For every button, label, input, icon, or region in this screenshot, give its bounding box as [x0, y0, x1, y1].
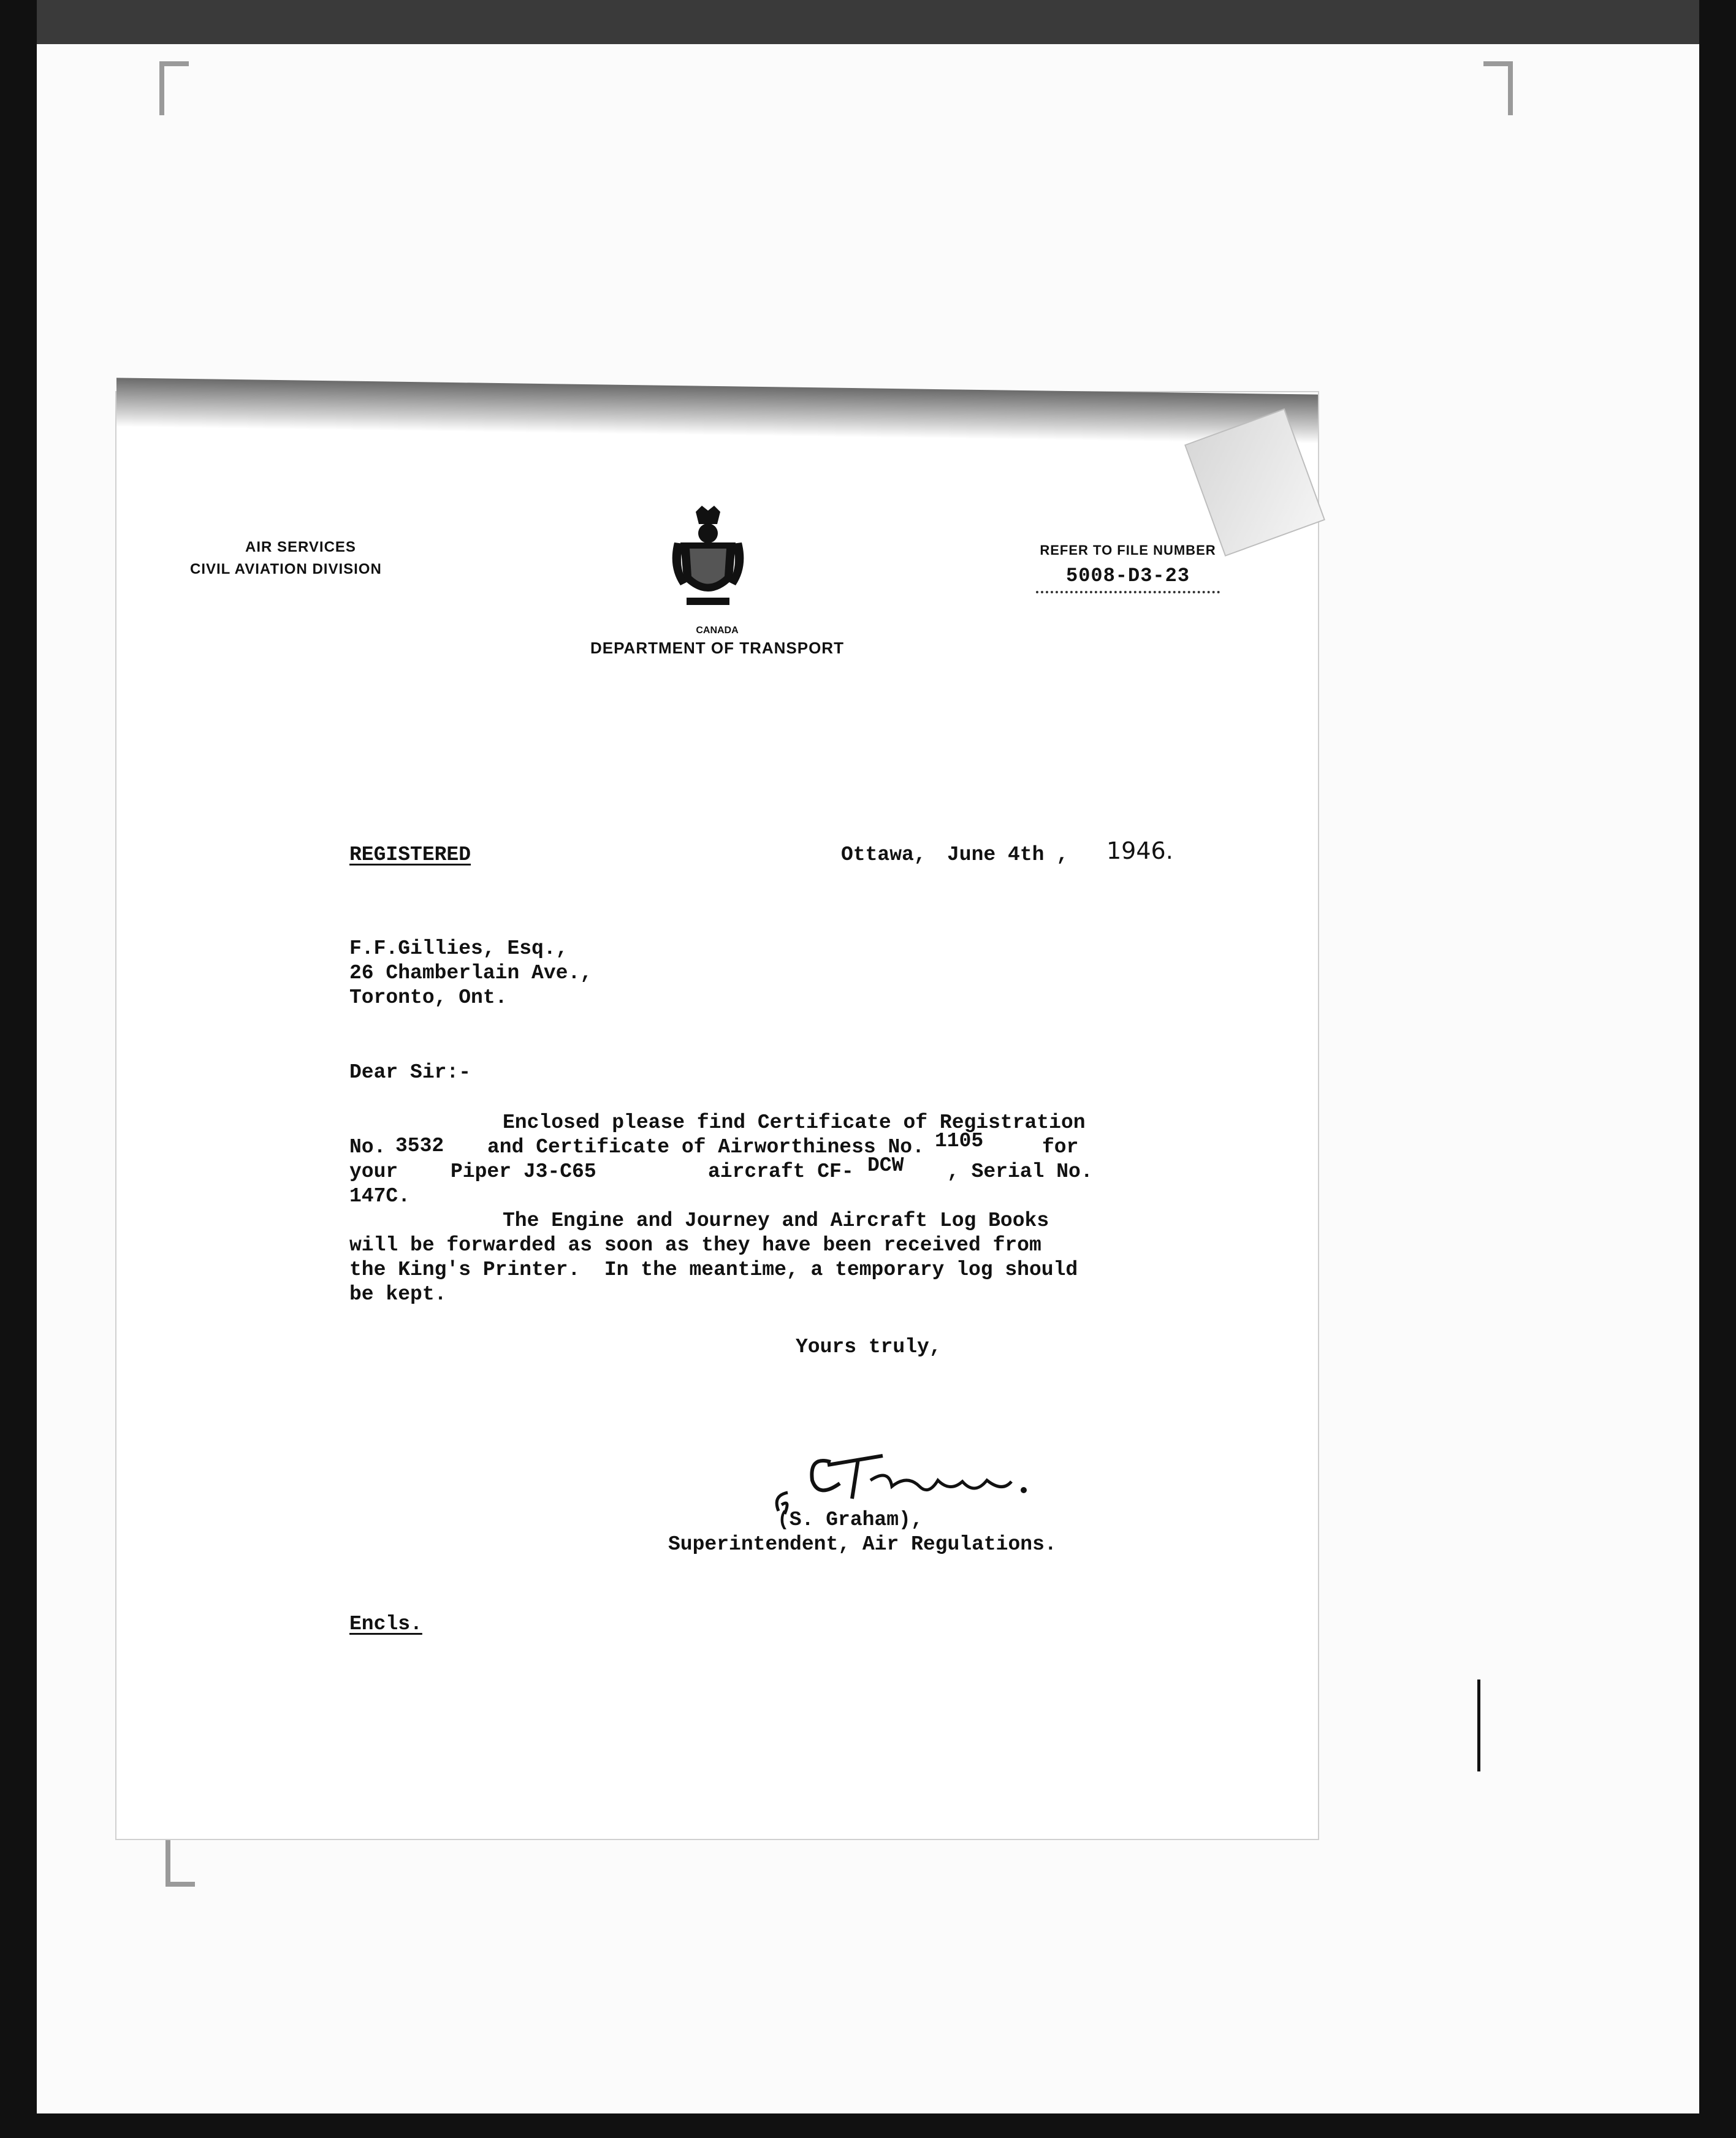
body-your: your — [349, 1160, 398, 1183]
film-frame-right — [1699, 0, 1736, 2138]
body-aircraft-label: aircraft CF- — [708, 1160, 854, 1183]
letterhead-air-services: AIR SERVICES — [245, 539, 356, 555]
airworthiness-number: 1105 — [935, 1130, 984, 1152]
body-para2-line4: be kept. — [349, 1283, 447, 1306]
aircraft-type: Piper J3-C65 — [451, 1160, 596, 1183]
file-number: 5008-D3-23 — [1036, 565, 1220, 593]
letterhead-division — [190, 536, 382, 580]
address-name: F.F.Gillies, Esq., — [349, 937, 568, 960]
crop-mark-bottom-left — [166, 1833, 195, 1887]
date-year: 1946. — [1106, 837, 1173, 864]
scan-mark — [1477, 1680, 1480, 1771]
date-place: Ottawa, — [841, 843, 926, 866]
body-line-1: Enclosed please find Certificate of Registration — [503, 1111, 1086, 1134]
registered-label: REGISTERED — [349, 843, 471, 866]
film-frame-top — [0, 0, 1736, 44]
body-for: for — [1042, 1136, 1079, 1158]
letterhead-country: CANADA — [696, 625, 739, 636]
closing: Yours truly, — [796, 1336, 942, 1358]
body-airworthiness-label: and Certificate of Airworthiness No. — [487, 1136, 924, 1158]
enclosures-label: Encls. — [349, 1613, 422, 1635]
film-frame-left — [0, 0, 37, 2138]
serial-number: 147C. — [349, 1185, 411, 1208]
salutation: Dear Sir:- — [349, 1061, 471, 1084]
body-serial-label: , Serial No. — [947, 1160, 1093, 1183]
crop-mark-top-right — [1483, 61, 1513, 115]
body-para2-line1: The Engine and Journey and Aircraft Log Books — [503, 1209, 1049, 1232]
registration-number: 3532 — [395, 1135, 444, 1157]
coat-of-arms-icon — [668, 506, 748, 616]
body-para2-line2: will be forwarded as soon as they have been received from — [349, 1234, 1041, 1257]
address-city: Toronto, Ont. — [349, 986, 508, 1009]
body-para2-line3: the King's Printer. In the meantime, a temporary log should — [349, 1258, 1078, 1281]
address-street: 26 Chamberlain Ave., — [349, 962, 593, 984]
aircraft-registration: DCW — [867, 1154, 904, 1177]
letterhead-civil-aviation: CIVIL AVIATION DIVISION — [190, 561, 382, 577]
crop-mark-top-left — [159, 61, 189, 115]
letterhead-file-reference — [1036, 542, 1220, 593]
signatory-title: Superintendent, Air Regulations. — [668, 1533, 1057, 1556]
date-day: June 4th , — [947, 843, 1069, 866]
refer-label: REFER TO FILE NUMBER — [1040, 542, 1216, 558]
letterhead-center — [570, 625, 864, 658]
signatory-name: (S. Graham), — [777, 1508, 923, 1531]
body-no-label: No. — [349, 1136, 386, 1158]
film-frame-bottom — [0, 2113, 1736, 2138]
letterhead-department: DEPARTMENT OF TRANSPORT — [590, 639, 844, 657]
